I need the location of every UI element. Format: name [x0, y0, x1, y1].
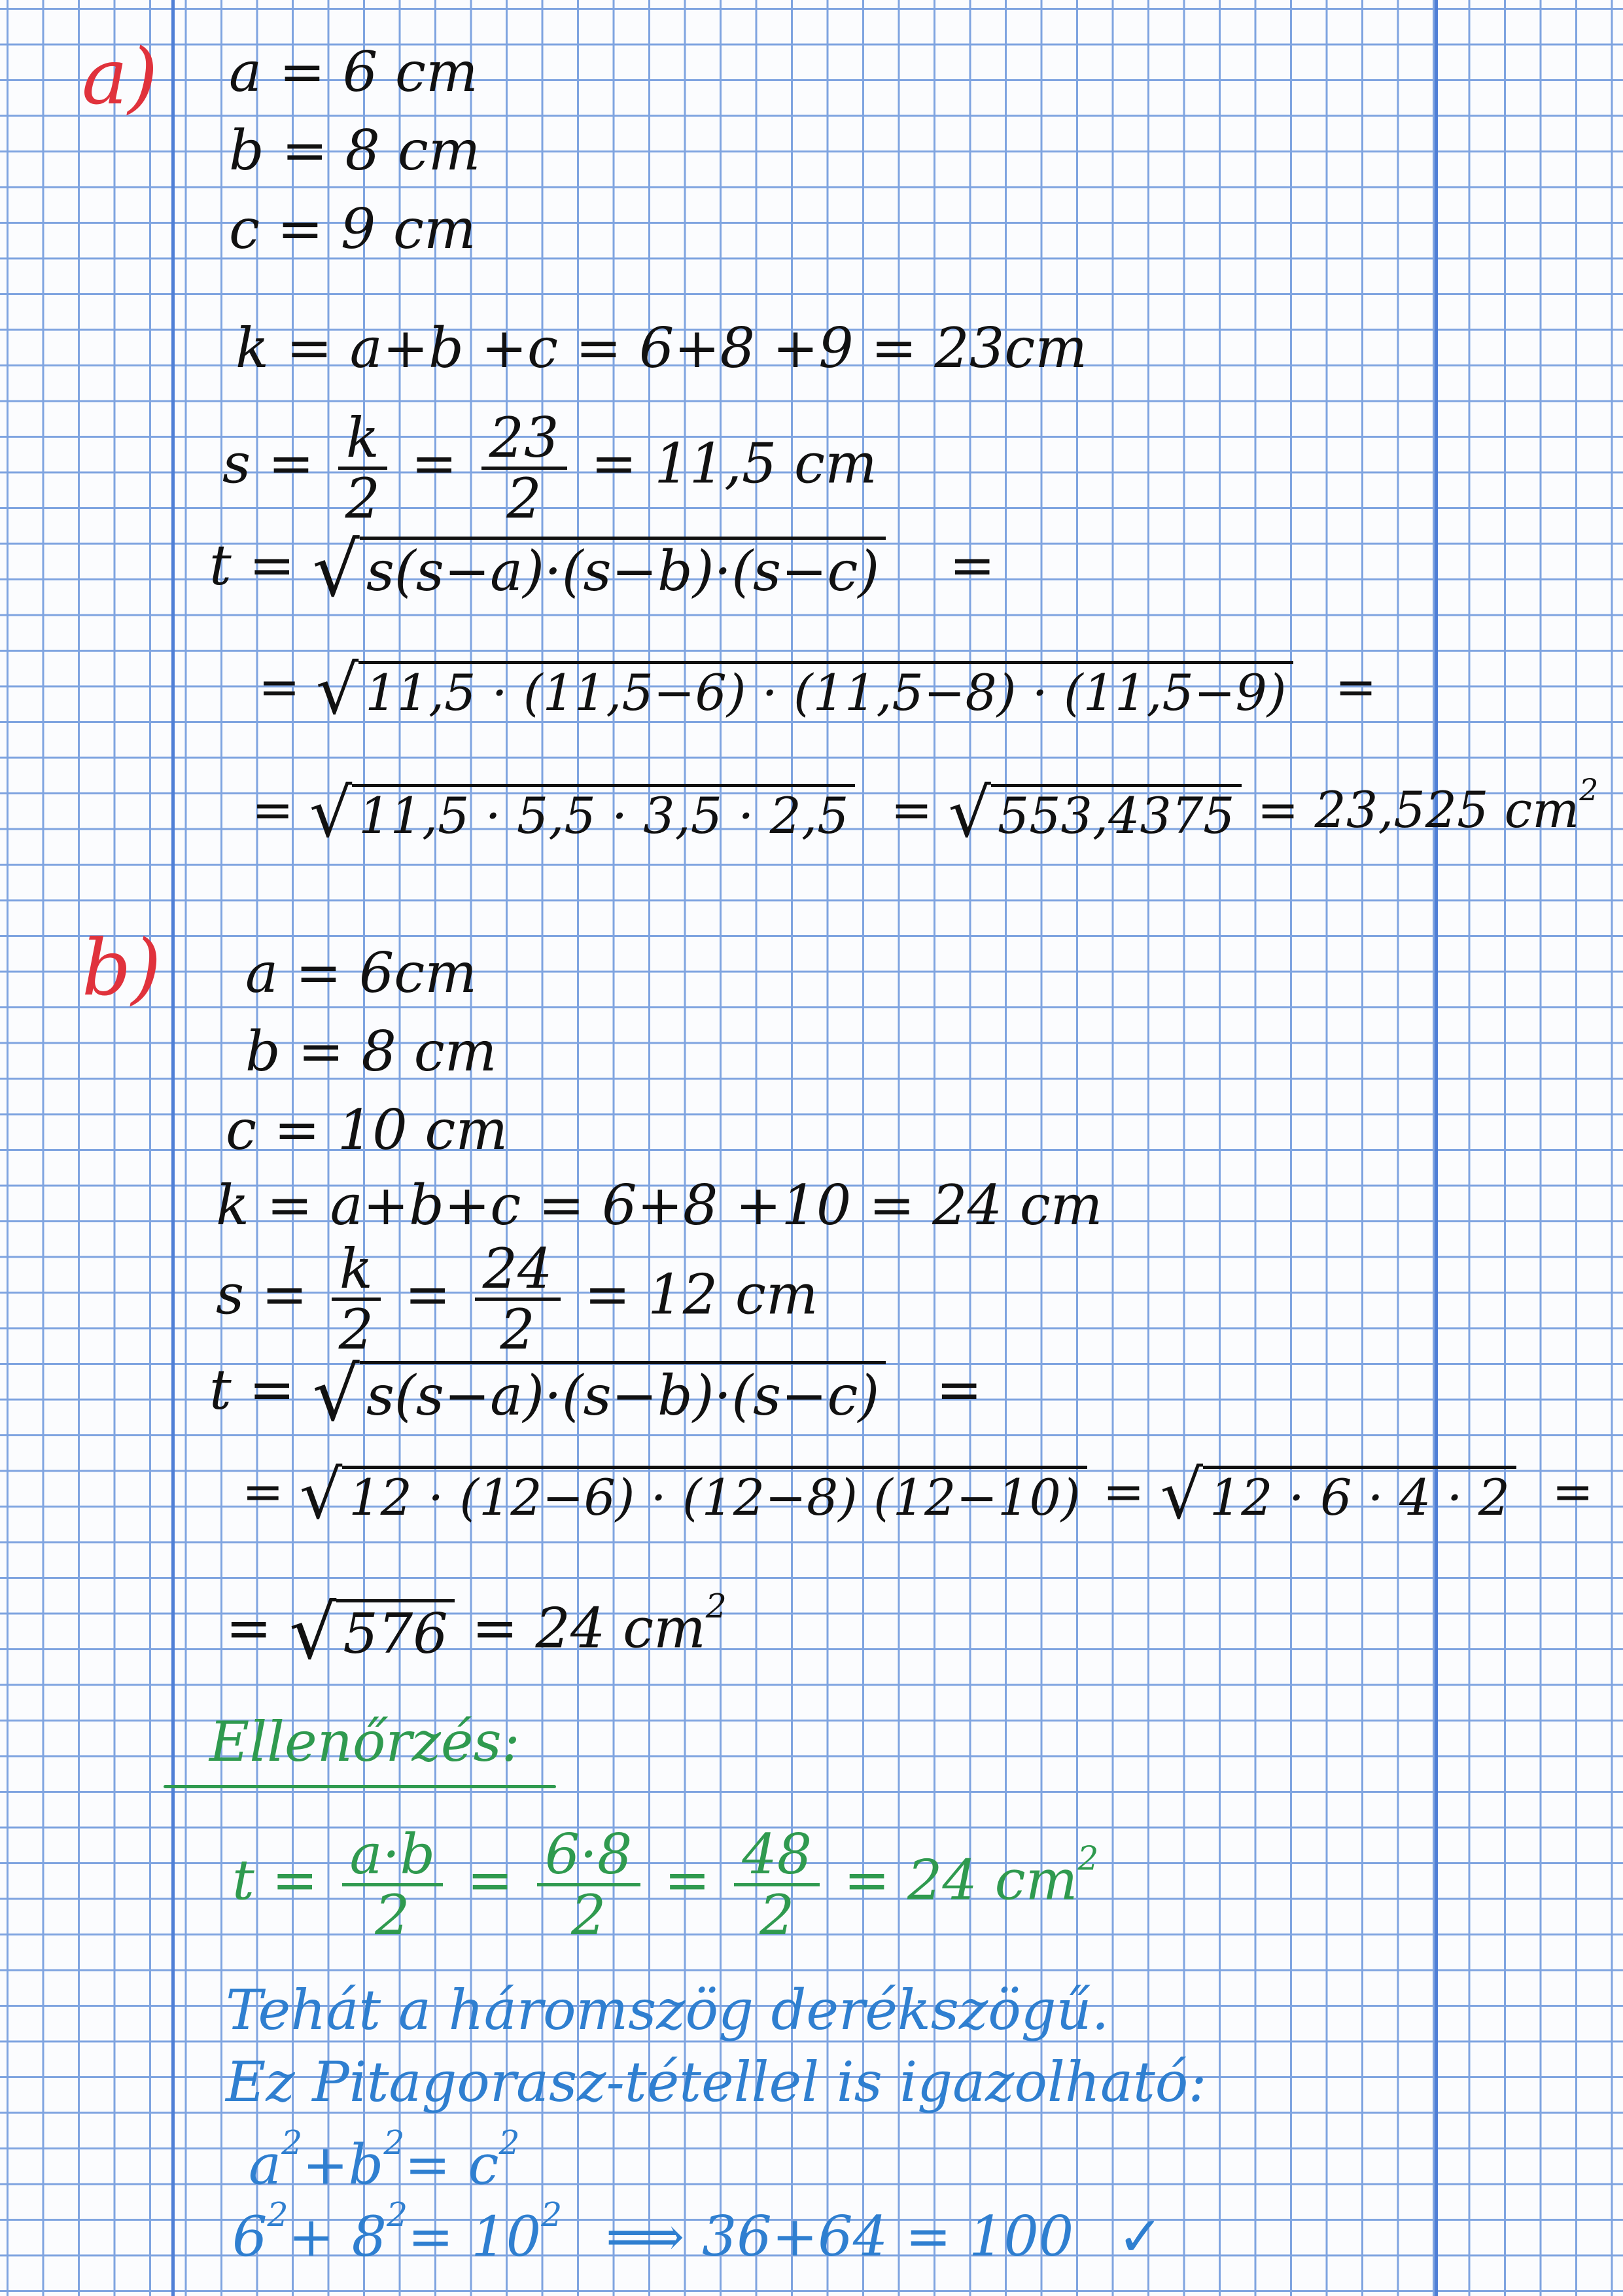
s-prefix: s = — [222, 431, 315, 496]
exponent: 2 — [383, 2123, 405, 2162]
frac-den: 2 — [506, 467, 542, 531]
radicand: s(s−a)·(s−b)·(s−c) — [360, 1361, 886, 1428]
equals: = — [226, 1596, 272, 1661]
equals: = — [1102, 1462, 1145, 1521]
fraction-24-over-2 — [475, 1237, 561, 1362]
frac-den: 2 — [338, 1298, 374, 1362]
equals: = — [664, 1848, 710, 1913]
equals: = — [252, 781, 294, 839]
conclusion-right-triangle: Tehát a háromszög derékszögű. — [226, 1978, 1109, 2042]
check-area-formula — [232, 1822, 1099, 1948]
frac-den: 2 — [500, 1298, 535, 1362]
exponent: 2 — [281, 2123, 303, 2162]
exponent: 2 — [387, 2195, 408, 2234]
exponent: 2 — [541, 2195, 563, 2234]
part-a-substitution — [258, 652, 1377, 730]
part-a-result — [252, 773, 1599, 853]
conclusion-pythagoras: Ez Pitagorasz-tétellel is igazolható: — [226, 2050, 1207, 2114]
radicand: s(s−a)·(s−b)·(s−c) — [360, 537, 886, 603]
sqrt-sign: √ s(s−a)·(s−b)·(s−c) — [313, 1361, 886, 1428]
frac-den: 2 — [759, 1883, 795, 1948]
part-b-substitution — [242, 1457, 1594, 1534]
sqrt-sign: √ s(s−a)·(s−b)·(s−c) — [313, 537, 886, 603]
radicand: 12 · (12−6) · (12−8) (12−10) — [342, 1466, 1087, 1526]
area-result: = 24 cm — [843, 1848, 1078, 1913]
part-b-result — [226, 1587, 727, 1676]
part-a-given-a: a = 6 cm — [229, 40, 478, 104]
area-result: = 24 cm — [472, 1596, 706, 1661]
fraction-k-over-2 — [338, 406, 387, 531]
part-b-given-c: c = 10 cm — [226, 1098, 508, 1162]
sqrt-sign: √ 553,4375 — [949, 784, 1242, 844]
frac-num: a·b — [342, 1826, 444, 1886]
part-a-heron-formula — [209, 527, 996, 613]
numeric-check: ⟹ 36+64 = 100 — [605, 2204, 1074, 2269]
radicand: 11,5 · 5,5 · 3,5 · 2,5 — [352, 784, 855, 844]
term-b: +b — [302, 2132, 384, 2197]
radicand: 11,5 · (11,5−6) · (11,5−8) · (11,5−9) — [358, 661, 1293, 721]
part-b-given-b: b = 8 cm — [245, 1019, 497, 1084]
part-b-heron-formula — [209, 1351, 983, 1438]
frac-num: 24 — [475, 1240, 561, 1301]
part-a-perimeter: k = a+b +c = 6+8 +9 = 23cm — [236, 316, 1087, 380]
area-result: = 23,525 cm — [1257, 781, 1580, 839]
fraction-23-over-2 — [481, 406, 567, 531]
term-c: = c — [404, 2132, 499, 2197]
t-prefix: t = — [209, 533, 295, 598]
equals: = — [1552, 1462, 1594, 1521]
term-6: 6 — [232, 2204, 268, 2269]
sqrt-sign: √ 576 — [289, 1599, 455, 1666]
sqrt-sign: √ 12 · 6 · 4 · 2 — [1161, 1466, 1517, 1526]
frac-num: 6·8 — [537, 1826, 640, 1886]
fraction-48-over-2 — [734, 1822, 820, 1948]
radicand: 12 · 6 · 4 · 2 — [1203, 1466, 1516, 1526]
checkmark-icon: ✓ — [1117, 2204, 1164, 2269]
equals: = — [936, 1358, 983, 1422]
pythagoras-numeric — [232, 2195, 1164, 2269]
right-margin-line — [1435, 0, 1438, 2296]
fraction-68-over-2 — [537, 1822, 640, 1948]
equals: = — [890, 781, 933, 839]
equals: = — [404, 1262, 451, 1327]
fraction-k-over-2 — [332, 1237, 381, 1362]
radicand: 576 — [336, 1599, 454, 1666]
frac-num: 48 — [734, 1826, 820, 1886]
equals: = — [949, 533, 996, 598]
part-b-given-a: a = 6cm — [245, 941, 478, 1005]
sqrt-sign: √ 11,5 · 5,5 · 3,5 · 2,5 — [309, 784, 856, 844]
fraction-ab-over-2 — [342, 1822, 444, 1948]
sqrt-sign: √ 11,5 · (11,5−6) · (11,5−8) · (11,5−9) — [316, 661, 1293, 721]
frac-den: 2 — [570, 1883, 606, 1948]
part-a-semiperimeter — [222, 406, 877, 531]
frac-den: 2 — [375, 1883, 410, 1948]
s-result: = 11,5 cm — [591, 431, 877, 496]
part-a-given-b: b = 8 cm — [229, 118, 481, 183]
frac-den: 2 — [345, 467, 381, 531]
exponent: 2 — [1579, 773, 1599, 807]
frac-num: 23 — [481, 409, 567, 470]
frac-num: k — [332, 1240, 381, 1301]
exponent: 2 — [1077, 1839, 1099, 1878]
check-heading: Ellenőrzés: — [209, 1710, 520, 1774]
part-b-perimeter: k = a+b+c = 6+8 +10 = 24 cm — [216, 1173, 1103, 1237]
s-result: = 12 cm — [584, 1262, 818, 1327]
left-margin-line — [171, 0, 175, 2296]
exponent: 2 — [498, 2123, 520, 2162]
equals: = — [242, 1462, 284, 1521]
sqrt-sign: √ 12 · (12−6) · (12−8) (12−10) — [300, 1466, 1087, 1526]
equals: = — [411, 431, 457, 496]
radicand: 553,4375 — [991, 784, 1242, 844]
equals: = — [258, 658, 300, 716]
term-8: + 8 — [288, 2204, 387, 2269]
term-10: = 10 — [408, 2204, 542, 2269]
part-a-label: a) — [82, 31, 158, 122]
t-prefix: t = — [209, 1358, 295, 1422]
pythagoras-general — [249, 2123, 520, 2197]
heading-underline — [164, 1785, 556, 1788]
exponent: 2 — [267, 2195, 288, 2234]
part-b-semiperimeter — [216, 1237, 818, 1362]
s-prefix: s = — [216, 1262, 308, 1327]
part-a-given-c: c = 9 cm — [229, 197, 476, 261]
term-a: a — [249, 2132, 282, 2197]
t-prefix: t = — [232, 1848, 318, 1913]
frac-num: k — [338, 409, 387, 470]
equals: = — [1335, 658, 1377, 716]
part-b-label: b) — [82, 923, 162, 1013]
equals: = — [466, 1848, 514, 1913]
exponent: 2 — [705, 1587, 727, 1625]
